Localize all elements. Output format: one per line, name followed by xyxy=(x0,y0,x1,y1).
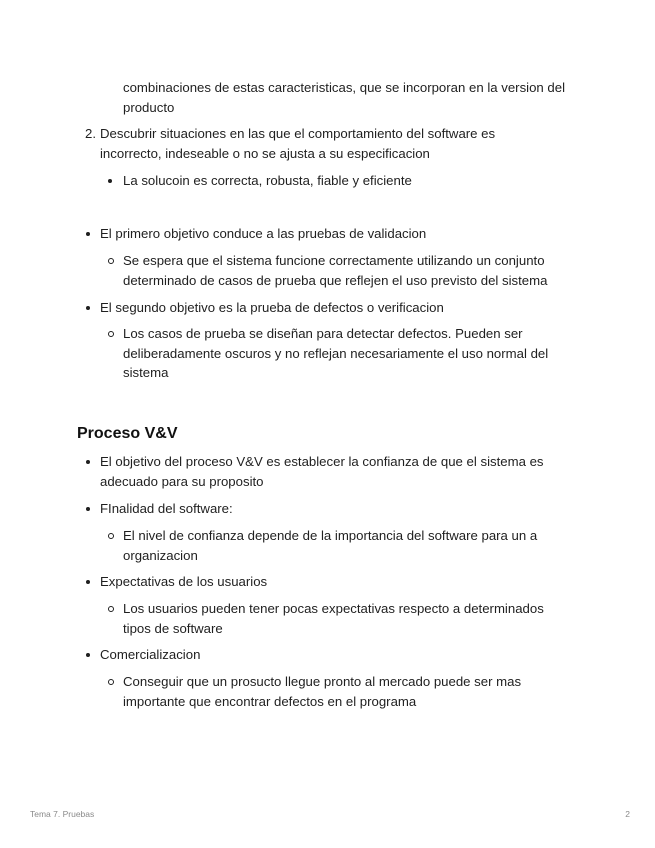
sub-item-text: La solucoin es correcta, robusta, fiable y eficiente xyxy=(123,173,412,188)
section-item-4 xyxy=(100,645,570,665)
section-item-4-sub xyxy=(123,672,548,711)
numbered-item-2-sub xyxy=(123,171,563,191)
objective-item-1 xyxy=(100,224,570,244)
bullet-disc-icon xyxy=(86,653,90,657)
bullet-disc-icon xyxy=(86,507,90,511)
numbered-item-text: Descubrir situaciones en las que el comportamiento del software es incorrecto, indeseable o no se ajusta a su especificacion xyxy=(100,126,496,161)
bullet-circle-icon xyxy=(108,606,114,612)
continued-sub-item xyxy=(123,78,573,117)
objective-item-2-sub xyxy=(123,324,571,383)
numbered-item-2 xyxy=(85,124,540,163)
sub-item-text: Los usuarios pueden tener pocas expectativas respecto a determinados tipos de software xyxy=(123,601,544,636)
section-item-text: FInalidad del software: xyxy=(100,501,233,516)
sub-item-text: Se espera que el sistema funcione correctamente utilizando un conjunto determinado de casos de prueba que reflejen el uso previsto del sistema xyxy=(123,253,548,288)
objective-item-text: El primero objetivo conduce a las pruebas de validacion xyxy=(100,226,427,241)
bullet-disc-icon xyxy=(108,179,112,183)
section-item-text: Comercializacion xyxy=(100,647,201,662)
section-item-2-sub xyxy=(123,526,563,565)
section-item-text: El objetivo del proceso V&V es establecer la confianza de que el sistema es adecuado para su proposito xyxy=(100,454,544,489)
section-heading: Proceso V&V xyxy=(77,425,178,442)
bullet-disc-icon xyxy=(86,460,90,464)
section-item-text: Expectativas de los usuarios xyxy=(100,574,268,589)
objective-item-text: El segundo objetivo es la prueba de defectos o verificacion xyxy=(100,300,444,315)
bullet-circle-icon xyxy=(108,258,114,264)
section-item-3-sub xyxy=(123,599,568,638)
list-number: 2. xyxy=(85,126,96,141)
bullet-circle-icon xyxy=(108,533,114,539)
section-item-2 xyxy=(100,499,570,519)
section-item-3 xyxy=(100,572,570,592)
bullet-disc-icon xyxy=(86,306,90,310)
footer-page-number: 2 xyxy=(625,809,630,819)
footer-title: Tema 7. Pruebas xyxy=(30,809,95,819)
sub-item-text: Conseguir que un prosucto llegue pronto al mercado puede ser mas importante que encontrar defectos en el programa xyxy=(123,674,522,709)
section-item-1 xyxy=(100,452,570,491)
bullet-circle-icon xyxy=(108,331,114,337)
sub-item-text: El nivel de confianza depende de la importancia del software para un a organizacion xyxy=(123,528,538,563)
bullet-circle-icon xyxy=(108,679,114,685)
bullet-disc-icon xyxy=(86,232,90,236)
objective-item-1-sub xyxy=(123,251,573,290)
bullet-disc-icon xyxy=(86,580,90,584)
continued-sub-item-text: combinaciones de estas caracteristicas, que se incorporan en la version del producto xyxy=(123,80,566,115)
sub-item-text: Los casos de prueba se diseñan para detectar defectos. Pueden ser deliberadamente oscuros y no reflejan necesariamente el uso normal del sistema xyxy=(123,326,549,380)
objective-item-2 xyxy=(100,298,570,318)
